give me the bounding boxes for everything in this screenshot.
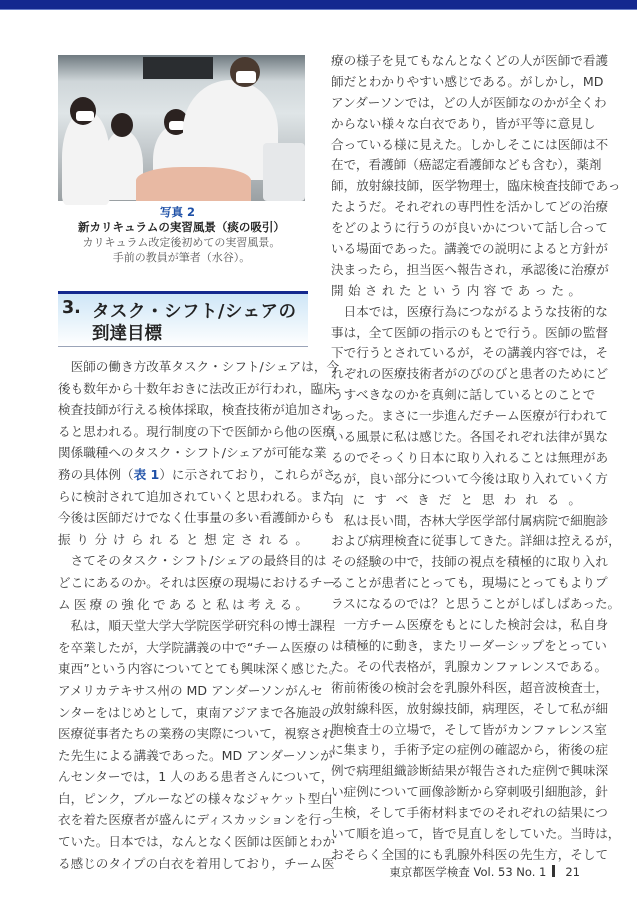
text-line: および病理検査に従事してきた。詳細は控えるが， — [331, 533, 621, 549]
photo-monitor — [143, 57, 213, 79]
text-line: 衣を着た医療者が盛んにディスカッションを行っ — [58, 812, 334, 828]
text-line: いて順を追って，皆で見直しをしていた。当時は， — [331, 825, 621, 841]
caption-line: 手前の教員が筆者（水谷）。 — [112, 251, 251, 264]
text-line: 医療従事者たちの業務の実際について，視察され — [58, 726, 335, 742]
text-line: 師だとわかりやすい感じである。がしかし，MD — [331, 73, 604, 89]
text-line: 在で，看護師（癌認定看護師なども含む），薬剤 — [331, 157, 602, 173]
photo-manikin — [136, 167, 251, 201]
text-line: ていた。日本では，なんとなく医師は医師とわか — [58, 834, 336, 850]
footer-separator — [552, 865, 555, 877]
text-line: 事は，全て医師の指示のもとで行う。医師の監督 — [331, 324, 609, 340]
text-line: 白，ピンク，ブルーなどの様々なジャケット型白 — [58, 790, 333, 806]
journal-name: 東京都医学検査 Vol. 53 No. 1 — [389, 865, 547, 879]
text-line: ると思われる。現行制度の下で医師から他の医療 — [58, 423, 336, 439]
text-line: うすべきなのかを真剣に話しているとのことで — [331, 387, 596, 403]
text-line: るが，良い部分について今後は取り入れていく方 — [331, 470, 608, 486]
photo-student-head — [111, 113, 133, 137]
text-line: 胞検査士の立場で，そして皆がカンファレンス室 — [331, 721, 607, 737]
caption-line: カリキュラム改定後初めての実習風景。 — [82, 236, 281, 249]
text-line: いる風景に私は感じた。各国それぞれ法律が異な — [331, 429, 609, 445]
text-line: 関係職種へのタスク・シフト/シェアが可能な業 — [58, 445, 327, 461]
text-line: その経験の中で，技師の視点を積極的に取り入れ — [331, 554, 608, 570]
section-number: 3. — [62, 298, 81, 318]
text-line: に集まり，手術予定の症例の確認から，術後の症 — [331, 742, 609, 758]
text-line: 私は，順天堂大学大学院医学研究科の博士課程 — [58, 618, 336, 634]
training-photo — [58, 55, 305, 201]
text-line: 放射線科医，放射線技師，病理医，そして私が細 — [331, 700, 609, 716]
text-line: ンターをはじめとして，東南アジアまで各施設の — [58, 704, 334, 720]
right-column-text — [331, 51, 621, 866]
caption-label: 写真 2 — [159, 205, 195, 219]
table-reference-link[interactable]: 表 1 — [133, 466, 160, 482]
text-line: をどのように行うのが良いかについて話し合って — [331, 220, 608, 236]
text-segment: ）に示されており，これらがさ — [159, 466, 336, 482]
photo-caption — [58, 205, 305, 265]
caption-title: 新カリキュラムの実習風景（痰の吸引） — [78, 220, 285, 234]
text-segment: 務の具体例（ — [58, 466, 134, 482]
text-line: おそらく全国的にも乳腺外科医の先生方，そして — [331, 846, 609, 862]
text-line: んセンターでは，1 人のある患者さんについて， — [58, 769, 334, 785]
text-line: 振り分けられると想定される。 — [58, 531, 308, 547]
text-line: たようだ。それぞれの専門性を活かしてどの治療 — [331, 199, 609, 215]
text-line: 師，放射線技師，医学物理士，臨床検査技師であっ — [331, 178, 621, 194]
photo-mask — [236, 71, 256, 83]
text-line: る感じのタイプの白衣を着用しており，チーム医 — [58, 855, 335, 871]
text-line: ることが患者にとっても，現場にとってもよりプ — [331, 575, 608, 591]
text-line: 合っている様に見えた。しかしそこには医師は不 — [331, 136, 609, 152]
text-line: 今後は医師だけでなく仕事量の多い看護師からも — [58, 510, 336, 526]
text-line: た先生による講義であった。MD アンダーソンが — [58, 747, 333, 763]
text-line: 開始されたという内容であった。 — [331, 282, 581, 298]
section-title-line1: タスク・シフト/シェアの — [92, 302, 297, 322]
text-line: いる場面であった。講義での説明によると方針が — [331, 241, 608, 257]
header-bar — [0, 0, 637, 10]
text-line: 決まったら，担当医へ報告され，承認後に治療が — [331, 261, 609, 277]
text-line: さてそのタスク・シフト/シェアの最終目的は — [58, 553, 327, 569]
text-line: 後も数年から十数年おきに法改正が行われ，臨床 — [58, 380, 336, 396]
caption-title-row — [58, 205, 305, 235]
section-title-line2: 到達目標 — [92, 324, 162, 344]
text-line: 一方チーム医療をもとにした検討会は，私自身 — [331, 617, 609, 633]
text-line: を卒業したが，大学院講義の中で“チーム医療の — [58, 639, 329, 655]
page-footer — [380, 864, 580, 880]
text-line: 日本では，医療行為につながるような技術的な — [331, 303, 608, 319]
text-line: どこにあるのか。それは医療の現場におけるチー — [58, 574, 336, 590]
text-line: 術前術後の検討会を乳腺外科医，超音波検査士， — [331, 679, 609, 695]
text-line: アンダーソンでは，どの人が医師なのかが全くわ — [331, 94, 607, 110]
text-line: 療の様子を見てもなんとなくどの人が医師で看護 — [331, 53, 609, 68]
text-line: 例で病理組織診断結果が報告された症例で興味深 — [331, 763, 609, 779]
text-line: ム医療の強化であると私は考える。 — [58, 596, 308, 612]
text-line: 私は長い間，杏林大学医学部付属病院で細胞診 — [331, 512, 609, 528]
photo-mask — [76, 111, 94, 121]
text-line: た。その代表格が，乳腺カンファレンスである。 — [331, 658, 608, 674]
text-line: 向にすべきだと思われる。 — [331, 491, 581, 507]
text-line: あった。まさに一歩進んだチーム医療が行われて — [331, 408, 608, 424]
text-line — [58, 464, 336, 486]
text-line: 医師の働き方改革タスク・シフト/シェアは，今 — [58, 359, 340, 374]
section-heading — [58, 291, 308, 347]
text-line: アメリカテキサス州の MD アンダーソンがんセ — [58, 682, 323, 698]
text-line: 検査技師が行える検体採取，検査技術が追加され — [58, 402, 336, 418]
text-line: は積極的に動き，またリーダーシップをとってい — [331, 637, 607, 653]
text-line: 下で行うとされているが，その講義内容では，そ — [331, 345, 609, 361]
text-line: からない様々な白衣であり，皆が平等に意見し — [331, 115, 596, 131]
page-number: 21 — [565, 865, 580, 879]
text-line: 生検，そして手術材料までのそれぞれの結果につ — [331, 805, 608, 821]
text-line: れぞれの医療技術者がのびのびと患者のためにど — [331, 366, 609, 382]
text-line: 東西”という内容についてとても興味深く感じた。 — [58, 661, 342, 677]
text-line: ラスになるのでは？と思うことがしばしばあった。 — [331, 596, 621, 612]
left-column-text — [58, 356, 342, 874]
text-line: るのでそっくり日本に取り入れることは無理があ — [331, 449, 609, 465]
photo-device — [263, 143, 305, 201]
text-line: らに検討されて追加されていくと思われる。また — [58, 488, 336, 504]
text-line: い症例について画像診断から穿刺吸引細胞診，針 — [331, 784, 608, 800]
